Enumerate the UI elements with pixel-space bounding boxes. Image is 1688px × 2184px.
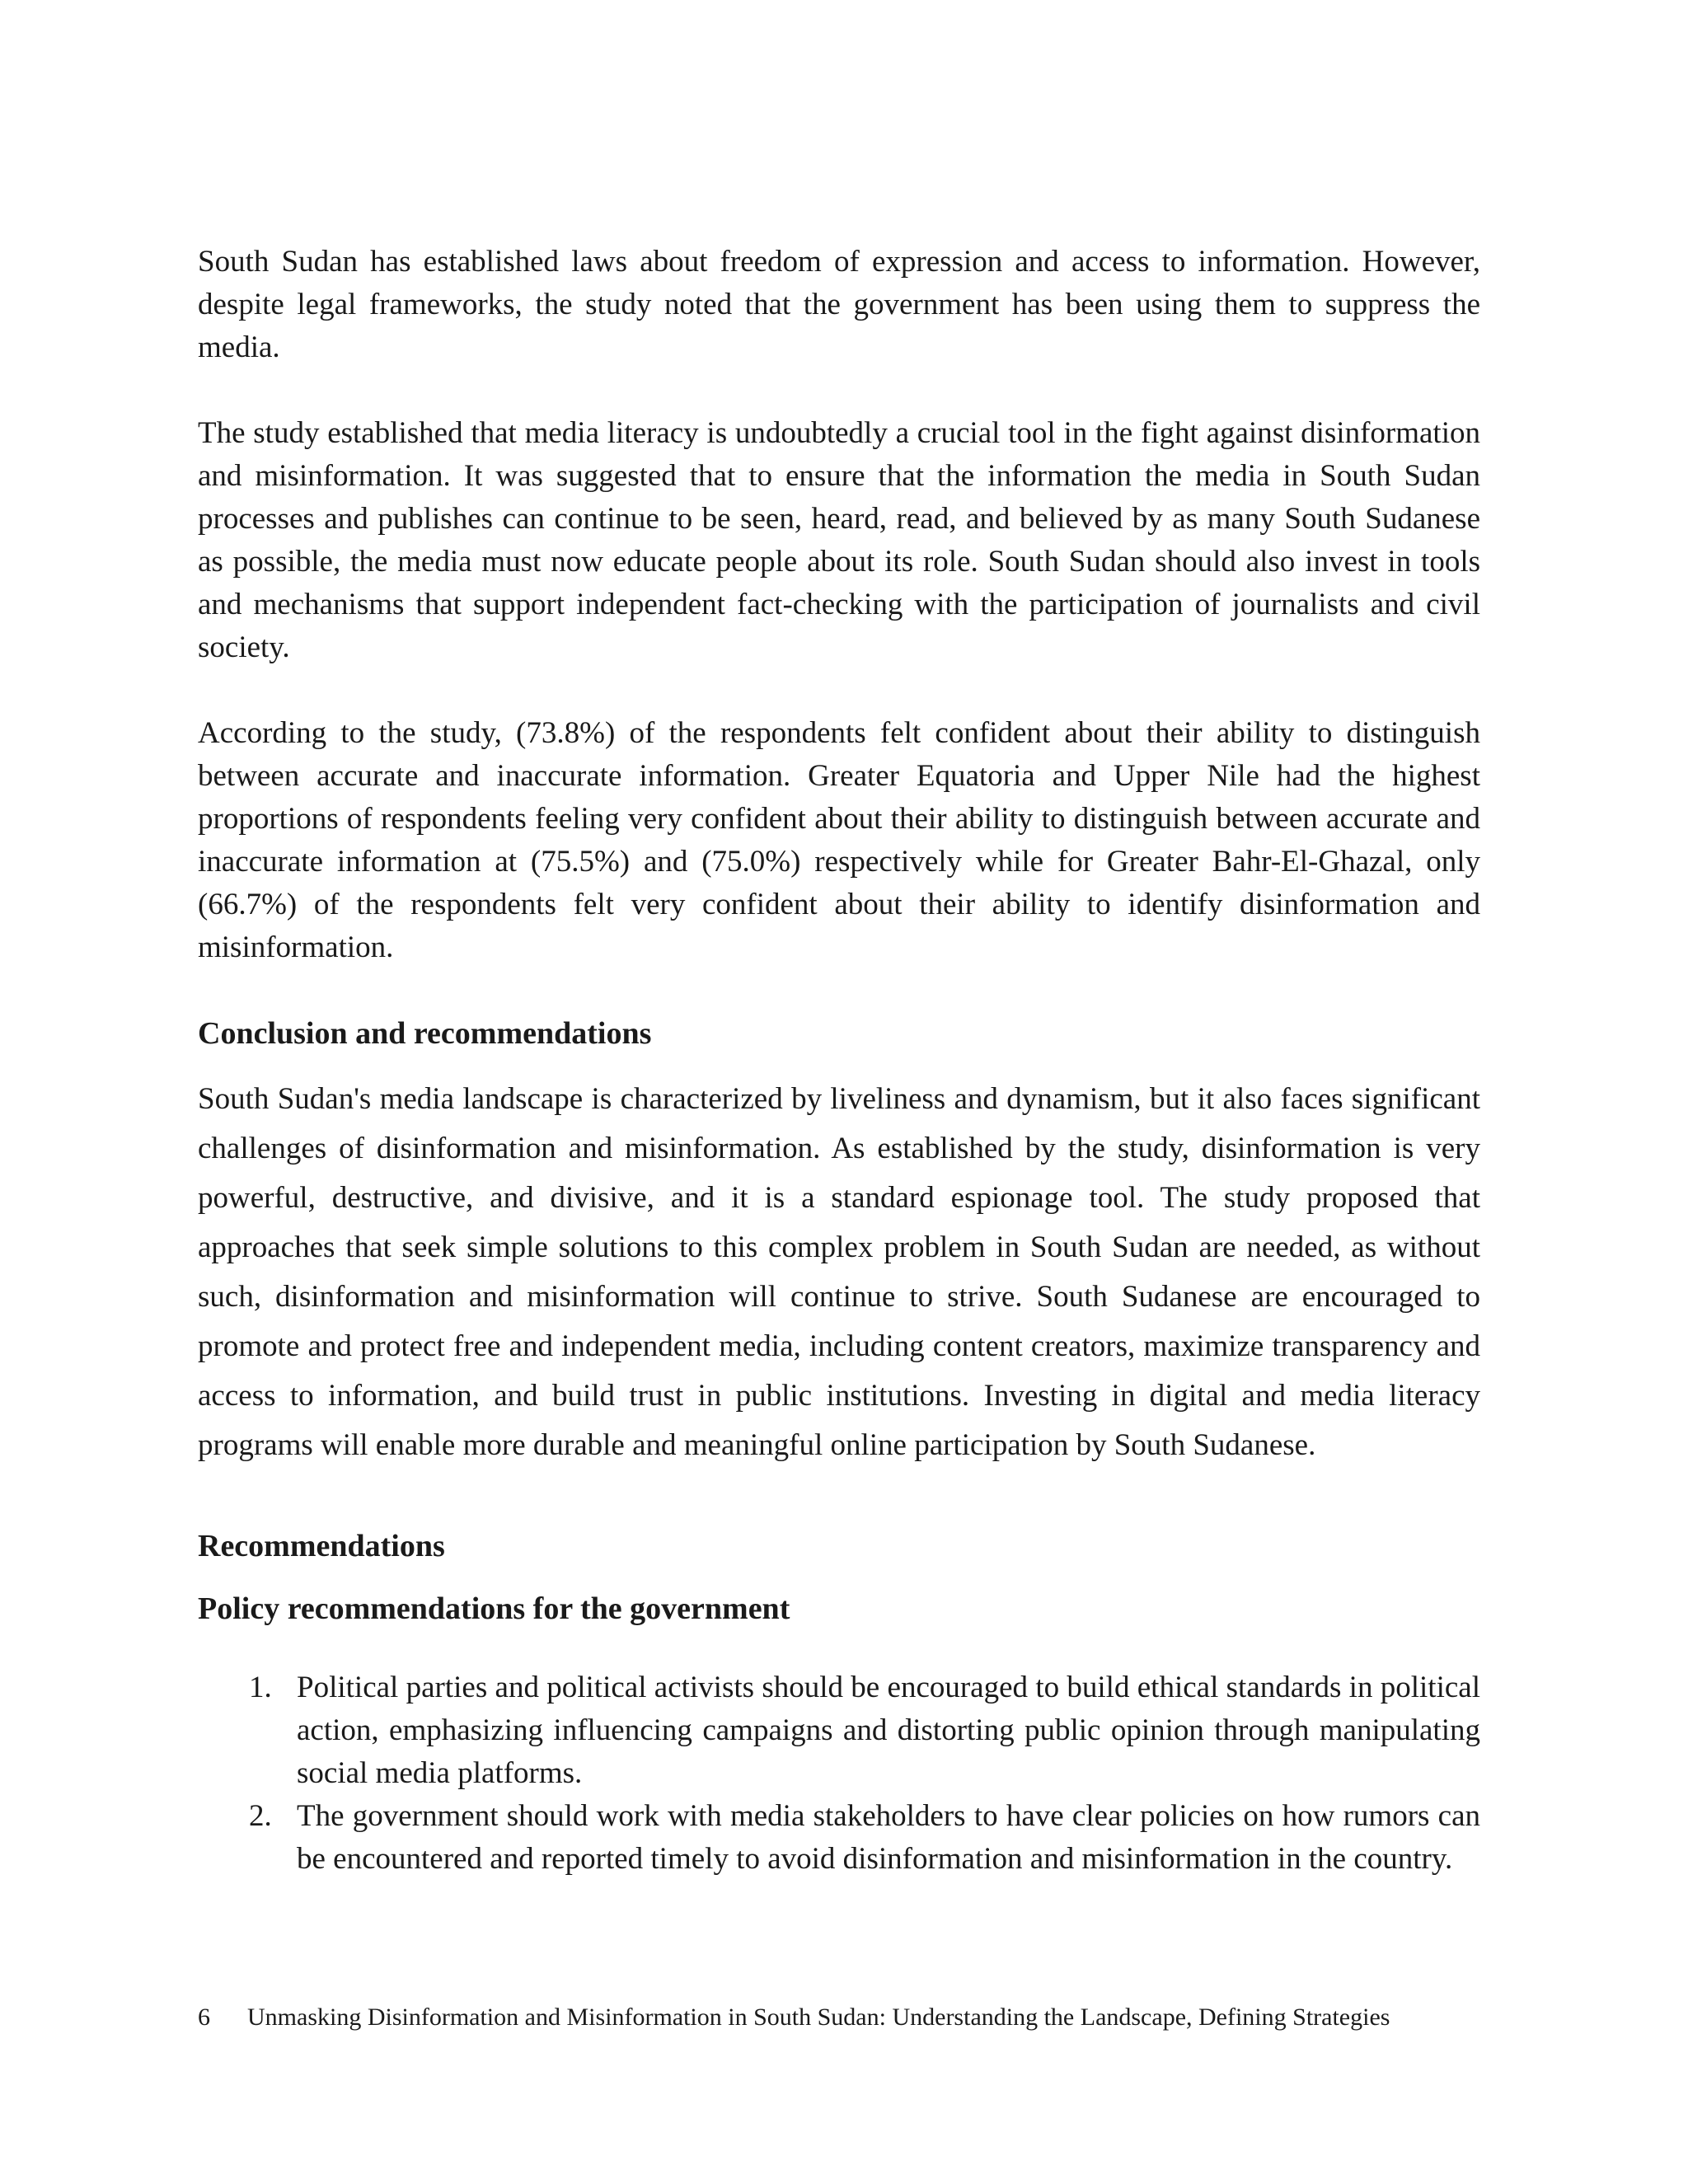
paragraph-legal-frameworks: South Sudan has established laws about freedom of expression and access to information. However, despite legal frameworks, the study noted that the government has been using them to suppress the media. [198, 245, 1480, 364]
conclusion-paragraph: South Sudan's media landscape is characterized by liveliness and dynamism, but it also faces significant challenges of disinformation and misinformation. As established by the study, disinformation is very powerful, destructive, and divisive, and it is a standard espionage tool. The study proposed that approaches that seek simple solutions to this complex problem in South Sudan are needed, as without such, disinformation and misinformation will continue to strive. South Sudanese are encouraged to promote and protect free and independent media, including content creators, maximize transparency and access to information, and build trust in public institutions. Investing in digital and media literacy programs will enable more durable and meaningful online participation by South Sudanese. [198, 1082, 1480, 1462]
policy-recommendations-subheading: Policy recommendations for the government [198, 1591, 790, 1626]
page-footer [198, 2001, 1390, 2034]
paragraph-confidence-stats: According to the study, (73.8%) of the respondents felt confident about their ability to distinguish between accurate and inaccurate information. Greater Equatoria and Upper Nile had the highest proportions of respondents feeling very confident about their ability to distinguish between accurate and inaccurate information at (75.5%) and (75.0%) respectively while for Greater Bahr-El-Ghazal, only (66.7%) of the respondents felt very confident about their ability to identify disinformation and misinformation. [198, 716, 1480, 964]
paragraph-media-literacy: The study established that media literacy is undoubtedly a crucial tool in the fight against disinformation and misinformation. It was suggested that to ensure that the information the media in South Sudan processes and publishes can continue to be seen, heard, read, and believed by as many South Sudanese as possible, the media must now educate people about its role. South Sudan should also invest in tools and mechanisms that support independent fact-checking with the participation of journalists and civil society. [198, 416, 1480, 664]
list-item [249, 1666, 1480, 1795]
conclusion-heading: Conclusion and recommendations [198, 1016, 652, 1051]
document-title: Unmasking Disinformation and Misinformation in South Sudan: Understanding the Landscape, Defining Strategies [247, 2004, 1390, 2031]
list-item-number: 1. [249, 1671, 272, 1704]
list-item-text: The government should work with media stakeholders to have clear policies on how rumors can be encountered and reported timely to avoid disinformation and misinformation in the country. [297, 1799, 1480, 1876]
list-item [249, 1795, 1480, 1881]
recommendations-heading: Recommendations [198, 1529, 445, 1563]
page-number: 6 [198, 2004, 210, 2031]
list-item-number: 2. [249, 1799, 272, 1833]
document-body [198, 241, 1480, 1881]
recommendations-list [198, 1666, 1480, 1881]
list-item-text: Political parties and political activists should be encouraged to build ethical standards in political action, emphasizing influencing campaigns and distorting public opinion through manipulating social media platforms. [297, 1671, 1480, 1790]
